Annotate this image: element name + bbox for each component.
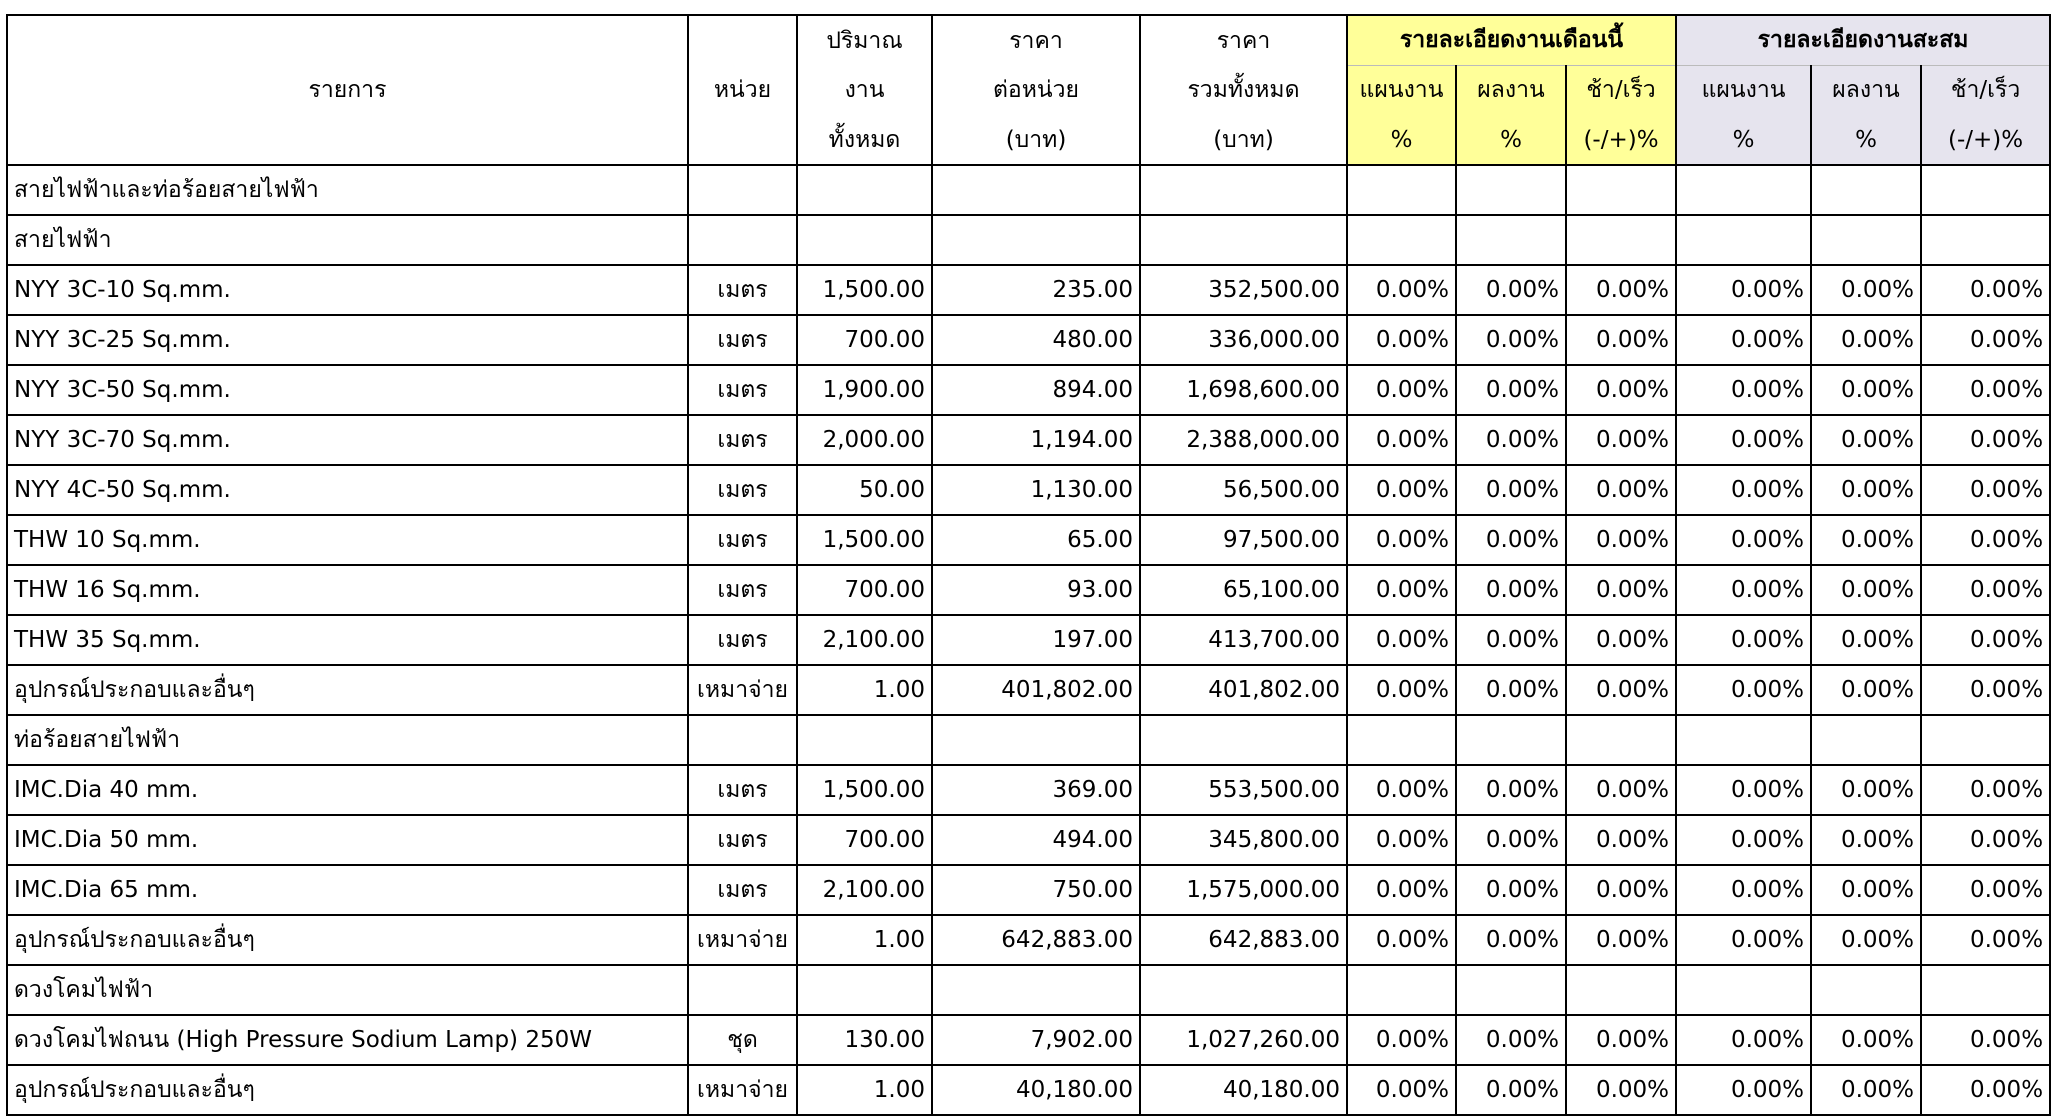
- header-total-price-line3: (บาท): [1140, 115, 1347, 165]
- row-item-name: NYY 3C-25 Sq.mm.: [7, 315, 688, 365]
- section-row: [7, 215, 2050, 265]
- row-cum-plan: 0.00%: [1676, 615, 1811, 665]
- row-quantity: 2,100.00: [797, 865, 932, 915]
- row-month-plan: 0.00%: [1347, 615, 1456, 665]
- table-row: [7, 465, 2050, 515]
- empty-cell: [1676, 965, 1811, 1015]
- row-quantity: 2,000.00: [797, 415, 932, 465]
- row-month-plan: 0.00%: [1347, 1015, 1456, 1065]
- row-cum-plan: 0.00%: [1676, 415, 1811, 465]
- empty-cell: [1347, 215, 1456, 265]
- empty-cell: [1566, 215, 1676, 265]
- row-item-name: NYY 3C-10 Sq.mm.: [7, 265, 688, 315]
- row-cum-plan: 0.00%: [1676, 815, 1811, 865]
- row-quantity: 1,500.00: [797, 265, 932, 315]
- header-month-diff-pct: (-/+)%: [1566, 115, 1676, 165]
- row-cum-result: 0.00%: [1811, 415, 1921, 465]
- empty-cell: [1566, 715, 1676, 765]
- row-cum-result: 0.00%: [1811, 1015, 1921, 1065]
- header-qty-line1: ปริมาณ: [797, 15, 932, 65]
- empty-cell: [1140, 715, 1347, 765]
- row-total-price: 345,800.00: [1140, 815, 1347, 865]
- table-row: [7, 765, 2050, 815]
- header-unit-price-line2: ต่อหน่วย: [932, 65, 1140, 115]
- header-month-group: รายละเอียดงานเดือนนี้: [1347, 15, 1676, 65]
- row-cum-plan: 0.00%: [1676, 765, 1811, 815]
- row-unit-price: 65.00: [932, 515, 1140, 565]
- header-qty-line3: ทั้งหมด: [797, 115, 932, 165]
- empty-cell: [1140, 965, 1347, 1015]
- section-row: [7, 965, 2050, 1015]
- empty-cell: [688, 165, 797, 215]
- row-cum-result: 0.00%: [1811, 565, 1921, 615]
- row-unit-price: 93.00: [932, 565, 1140, 615]
- row-month-diff: 0.00%: [1566, 465, 1676, 515]
- row-unit-price: 369.00: [932, 765, 1140, 815]
- row-quantity: 700.00: [797, 565, 932, 615]
- row-total-price: 413,700.00: [1140, 615, 1347, 665]
- row-unit: เหมาจ่าย: [688, 665, 797, 715]
- row-cum-diff: 0.00%: [1921, 465, 2050, 515]
- row-total-price: 1,698,600.00: [1140, 365, 1347, 415]
- row-cum-diff: 0.00%: [1921, 565, 2050, 615]
- row-month-diff: 0.00%: [1566, 915, 1676, 965]
- row-month-plan: 0.00%: [1347, 265, 1456, 315]
- header-cum-result-pct: %: [1811, 115, 1921, 165]
- row-month-result: 0.00%: [1456, 865, 1566, 915]
- header-month-result-pct: %: [1456, 115, 1566, 165]
- row-item-name: อุปกรณ์ประกอบและอื่นๆ: [7, 915, 688, 965]
- row-unit: เมตร: [688, 365, 797, 415]
- row-cum-plan: 0.00%: [1676, 565, 1811, 615]
- section-title: สายไฟฟ้า: [7, 215, 688, 265]
- row-unit: เมตร: [688, 865, 797, 915]
- table-row: [7, 1015, 2050, 1065]
- row-total-price: 401,802.00: [1140, 665, 1347, 715]
- header-month-plan: แผนงาน: [1347, 65, 1456, 115]
- row-unit: ชุด: [688, 1015, 797, 1065]
- row-quantity: 1.00: [797, 665, 932, 715]
- empty-cell: [1140, 165, 1347, 215]
- row-item-name: IMC.Dia 40 mm.: [7, 765, 688, 815]
- row-unit: เมตร: [688, 565, 797, 615]
- row-cum-result: 0.00%: [1811, 465, 1921, 515]
- row-cum-result: 0.00%: [1811, 815, 1921, 865]
- empty-cell: [1811, 215, 1921, 265]
- row-month-result: 0.00%: [1456, 665, 1566, 715]
- row-month-diff: 0.00%: [1566, 765, 1676, 815]
- row-cum-diff: 0.00%: [1921, 515, 2050, 565]
- row-cum-plan: 0.00%: [1676, 915, 1811, 965]
- empty-cell: [797, 215, 932, 265]
- table-row: [7, 365, 2050, 415]
- row-item-name: ดวงโคมไฟถนน (High Pressure Sodium Lamp) 250W: [7, 1015, 688, 1065]
- row-month-plan: 0.00%: [1347, 415, 1456, 465]
- row-unit-price: 1,130.00: [932, 465, 1140, 515]
- empty-cell: [1566, 165, 1676, 215]
- row-item-name: IMC.Dia 50 mm.: [7, 815, 688, 865]
- row-total-price: 352,500.00: [1140, 265, 1347, 315]
- row-unit-price: 750.00: [932, 865, 1140, 915]
- row-total-price: 97,500.00: [1140, 515, 1347, 565]
- header-qty-line2: งาน: [797, 65, 932, 115]
- row-quantity: 1,500.00: [797, 515, 932, 565]
- header-cum-plan-pct: %: [1676, 115, 1811, 165]
- table-row: [7, 515, 2050, 565]
- row-quantity: 700.00: [797, 815, 932, 865]
- row-unit-price: 642,883.00: [932, 915, 1140, 965]
- row-month-plan: 0.00%: [1347, 1065, 1456, 1115]
- header-cum-result: ผลงาน: [1811, 65, 1921, 115]
- row-total-price: 553,500.00: [1140, 765, 1347, 815]
- row-total-price: 642,883.00: [1140, 915, 1347, 965]
- row-item-name: THW 16 Sq.mm.: [7, 565, 688, 615]
- table-row: [7, 565, 2050, 615]
- empty-cell: [932, 165, 1140, 215]
- empty-cell: [1676, 215, 1811, 265]
- row-cum-diff: 0.00%: [1921, 765, 2050, 815]
- empty-cell: [1921, 165, 2050, 215]
- row-cum-diff: 0.00%: [1921, 415, 2050, 465]
- row-unit-price: 40,180.00: [932, 1065, 1140, 1115]
- row-unit: เหมาจ่าย: [688, 1065, 797, 1115]
- header-cum-diff-pct: (-/+)%: [1921, 115, 2050, 165]
- row-month-plan: 0.00%: [1347, 865, 1456, 915]
- header-month-plan-pct: %: [1347, 115, 1456, 165]
- row-month-result: 0.00%: [1456, 365, 1566, 415]
- row-month-plan: 0.00%: [1347, 465, 1456, 515]
- row-item-name: IMC.Dia 65 mm.: [7, 865, 688, 915]
- row-month-diff: 0.00%: [1566, 315, 1676, 365]
- boq-progress-table: [6, 14, 2051, 1116]
- row-item-name: NYY 3C-50 Sq.mm.: [7, 365, 688, 415]
- row-cum-result: 0.00%: [1811, 665, 1921, 715]
- row-unit: เมตร: [688, 615, 797, 665]
- row-month-result: 0.00%: [1456, 515, 1566, 565]
- section-row: [7, 165, 2050, 215]
- row-unit: เมตร: [688, 465, 797, 515]
- row-month-diff: 0.00%: [1566, 565, 1676, 615]
- header-unit-price-line1: ราคา: [932, 15, 1140, 65]
- row-quantity: 1,900.00: [797, 365, 932, 415]
- section-row: [7, 715, 2050, 765]
- row-quantity: 1.00: [797, 1065, 932, 1115]
- row-cum-result: 0.00%: [1811, 615, 1921, 665]
- row-total-price: 40,180.00: [1140, 1065, 1347, 1115]
- row-month-plan: 0.00%: [1347, 315, 1456, 365]
- empty-cell: [1921, 965, 2050, 1015]
- row-cum-diff: 0.00%: [1921, 265, 2050, 315]
- row-month-result: 0.00%: [1456, 615, 1566, 665]
- row-month-result: 0.00%: [1456, 915, 1566, 965]
- row-item-name: NYY 4C-50 Sq.mm.: [7, 465, 688, 515]
- row-unit: เหมาจ่าย: [688, 915, 797, 965]
- empty-cell: [1921, 715, 2050, 765]
- row-unit: เมตร: [688, 815, 797, 865]
- row-month-result: 0.00%: [1456, 415, 1566, 465]
- row-cum-plan: 0.00%: [1676, 665, 1811, 715]
- row-unit: เมตร: [688, 765, 797, 815]
- row-item-name: อุปกรณ์ประกอบและอื่นๆ: [7, 1065, 688, 1115]
- row-month-diff: 0.00%: [1566, 265, 1676, 315]
- section-title: ดวงโคมไฟฟ้า: [7, 965, 688, 1015]
- row-month-result: 0.00%: [1456, 465, 1566, 515]
- empty-cell: [1140, 215, 1347, 265]
- row-item-name: THW 35 Sq.mm.: [7, 615, 688, 665]
- row-quantity: 1,500.00: [797, 765, 932, 815]
- row-cum-result: 0.00%: [1811, 915, 1921, 965]
- row-item-name: NYY 3C-70 Sq.mm.: [7, 415, 688, 465]
- row-month-diff: 0.00%: [1566, 665, 1676, 715]
- header-total-price-line2: รวมทั้งหมด: [1140, 65, 1347, 115]
- row-unit-price: 894.00: [932, 365, 1140, 415]
- row-cum-plan: 0.00%: [1676, 315, 1811, 365]
- row-month-diff: 0.00%: [1566, 1015, 1676, 1065]
- table-row: [7, 615, 2050, 665]
- row-month-diff: 0.00%: [1566, 365, 1676, 415]
- row-month-plan: 0.00%: [1347, 565, 1456, 615]
- empty-cell: [1347, 165, 1456, 215]
- row-unit-price: 7,902.00: [932, 1015, 1140, 1065]
- section-title: ท่อร้อยสายไฟฟ้า: [7, 715, 688, 765]
- section-title: สายไฟฟ้าและท่อร้อยสายไฟฟ้า: [7, 165, 688, 215]
- header-item: รายการ: [7, 15, 688, 165]
- row-cum-plan: 0.00%: [1676, 465, 1811, 515]
- row-cum-result: 0.00%: [1811, 515, 1921, 565]
- row-total-price: 336,000.00: [1140, 315, 1347, 365]
- empty-cell: [688, 215, 797, 265]
- row-cum-diff: 0.00%: [1921, 315, 2050, 365]
- table-row: [7, 665, 2050, 715]
- empty-cell: [1347, 715, 1456, 765]
- header-cum-plan: แผนงาน: [1676, 65, 1811, 115]
- row-quantity: 1.00: [797, 915, 932, 965]
- row-total-price: 65,100.00: [1140, 565, 1347, 615]
- empty-cell: [797, 165, 932, 215]
- row-quantity: 130.00: [797, 1015, 932, 1065]
- header-month-diff: ช้า/เร็ว: [1566, 65, 1676, 115]
- table-body: [7, 165, 2050, 1115]
- empty-cell: [1676, 165, 1811, 215]
- row-month-plan: 0.00%: [1347, 365, 1456, 415]
- empty-cell: [1456, 165, 1566, 215]
- empty-cell: [1566, 965, 1676, 1015]
- table-row: [7, 865, 2050, 915]
- row-unit-price: 494.00: [932, 815, 1140, 865]
- row-month-diff: 0.00%: [1566, 1065, 1676, 1115]
- header-month-result: ผลงาน: [1456, 65, 1566, 115]
- empty-cell: [688, 965, 797, 1015]
- row-total-price: 1,575,000.00: [1140, 865, 1347, 915]
- row-month-plan: 0.00%: [1347, 915, 1456, 965]
- row-month-result: 0.00%: [1456, 1065, 1566, 1115]
- row-unit-price: 197.00: [932, 615, 1140, 665]
- table-row: [7, 315, 2050, 365]
- row-cum-result: 0.00%: [1811, 1065, 1921, 1115]
- table-row: [7, 815, 2050, 865]
- row-unit-price: 401,802.00: [932, 665, 1140, 715]
- empty-cell: [1456, 215, 1566, 265]
- row-cum-result: 0.00%: [1811, 365, 1921, 415]
- row-quantity: 700.00: [797, 315, 932, 365]
- row-cum-diff: 0.00%: [1921, 365, 2050, 415]
- row-cum-result: 0.00%: [1811, 315, 1921, 365]
- empty-cell: [1676, 715, 1811, 765]
- row-unit-price: 235.00: [932, 265, 1140, 315]
- row-cum-result: 0.00%: [1811, 865, 1921, 915]
- row-month-result: 0.00%: [1456, 815, 1566, 865]
- row-month-result: 0.00%: [1456, 765, 1566, 815]
- row-cum-diff: 0.00%: [1921, 1065, 2050, 1115]
- row-item-name: อุปกรณ์ประกอบและอื่นๆ: [7, 665, 688, 715]
- row-month-result: 0.00%: [1456, 1015, 1566, 1065]
- empty-cell: [932, 215, 1140, 265]
- row-month-result: 0.00%: [1456, 565, 1566, 615]
- empty-cell: [797, 965, 932, 1015]
- row-month-diff: 0.00%: [1566, 815, 1676, 865]
- row-month-diff: 0.00%: [1566, 615, 1676, 665]
- row-cum-diff: 0.00%: [1921, 865, 2050, 915]
- row-cum-result: 0.00%: [1811, 265, 1921, 315]
- row-month-plan: 0.00%: [1347, 765, 1456, 815]
- row-month-plan: 0.00%: [1347, 815, 1456, 865]
- row-month-result: 0.00%: [1456, 315, 1566, 365]
- row-quantity: 2,100.00: [797, 615, 932, 665]
- empty-cell: [1811, 165, 1921, 215]
- empty-cell: [932, 965, 1140, 1015]
- header-unit-price-line3: (บาท): [932, 115, 1140, 165]
- row-item-name: THW 10 Sq.mm.: [7, 515, 688, 565]
- row-total-price: 56,500.00: [1140, 465, 1347, 515]
- row-unit: เมตร: [688, 265, 797, 315]
- row-total-price: 2,388,000.00: [1140, 415, 1347, 465]
- header-unit: หน่วย: [688, 15, 797, 165]
- row-cum-plan: 0.00%: [1676, 365, 1811, 415]
- row-month-result: 0.00%: [1456, 265, 1566, 315]
- header-cumulative-group: รายละเอียดงานสะสม: [1676, 15, 2050, 65]
- row-cum-plan: 0.00%: [1676, 1015, 1811, 1065]
- row-month-plan: 0.00%: [1347, 665, 1456, 715]
- empty-cell: [688, 715, 797, 765]
- row-cum-diff: 0.00%: [1921, 915, 2050, 965]
- row-month-diff: 0.00%: [1566, 515, 1676, 565]
- empty-cell: [1921, 215, 2050, 265]
- empty-cell: [1456, 965, 1566, 1015]
- header-cum-diff: ช้า/เร็ว: [1921, 65, 2050, 115]
- row-cum-diff: 0.00%: [1921, 1015, 2050, 1065]
- row-total-price: 1,027,260.00: [1140, 1015, 1347, 1065]
- row-unit: เมตร: [688, 415, 797, 465]
- header-total-price-line1: ราคา: [1140, 15, 1347, 65]
- row-quantity: 50.00: [797, 465, 932, 515]
- table-row: [7, 915, 2050, 965]
- row-cum-diff: 0.00%: [1921, 615, 2050, 665]
- row-cum-diff: 0.00%: [1921, 665, 2050, 715]
- row-unit-price: 480.00: [932, 315, 1140, 365]
- row-cum-plan: 0.00%: [1676, 265, 1811, 315]
- row-cum-plan: 0.00%: [1676, 1065, 1811, 1115]
- empty-cell: [932, 715, 1140, 765]
- row-unit: เมตร: [688, 515, 797, 565]
- row-month-diff: 0.00%: [1566, 415, 1676, 465]
- row-cum-plan: 0.00%: [1676, 515, 1811, 565]
- table-row: [7, 265, 2050, 315]
- row-unit: เมตร: [688, 315, 797, 365]
- empty-cell: [1456, 715, 1566, 765]
- row-month-plan: 0.00%: [1347, 515, 1456, 565]
- row-unit-price: 1,194.00: [932, 415, 1140, 465]
- row-cum-diff: 0.00%: [1921, 815, 2050, 865]
- row-cum-result: 0.00%: [1811, 765, 1921, 815]
- row-cum-plan: 0.00%: [1676, 865, 1811, 915]
- row-month-diff: 0.00%: [1566, 865, 1676, 915]
- empty-cell: [1811, 715, 1921, 765]
- empty-cell: [1811, 965, 1921, 1015]
- empty-cell: [797, 715, 932, 765]
- header-row-1: [7, 15, 2050, 65]
- table-row: [7, 415, 2050, 465]
- empty-cell: [1347, 965, 1456, 1015]
